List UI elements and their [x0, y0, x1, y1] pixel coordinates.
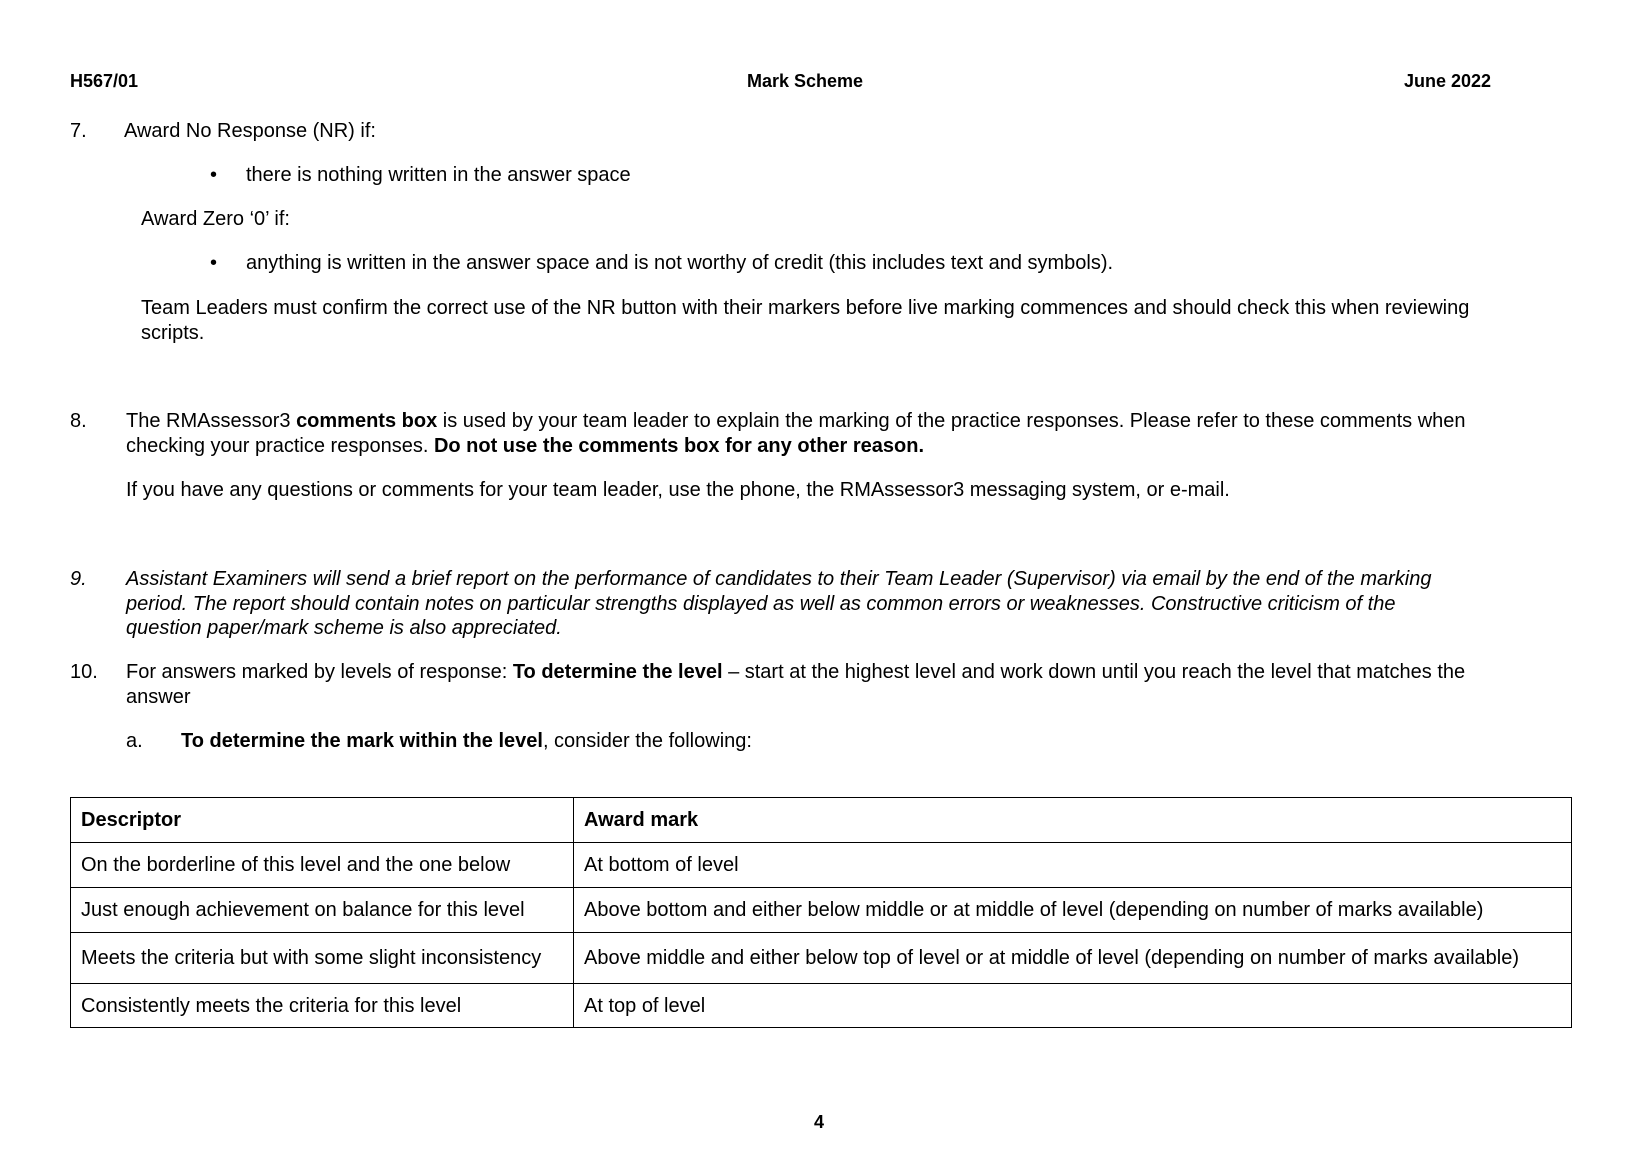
item-7-note-line-2: scripts.: [141, 322, 205, 344]
item-9-line-2: period. The report should contain notes on particular strengths displayed as well as common errors or weaknesses. Constructive criticism of the: [126, 593, 1396, 615]
table-cell: Just enough achievement on balance for this level: [71, 888, 574, 933]
item-7-number: 7.: [70, 120, 87, 142]
table-row: [71, 888, 1572, 933]
table-row: [71, 933, 1572, 984]
item-10-sub-text: To determine the mark within the level, consider the following:: [181, 730, 752, 752]
table-cell: Meets the criteria but with some slight inconsistency: [71, 933, 574, 984]
bullet-icon: •: [210, 252, 218, 274]
table-row: [71, 984, 1572, 1028]
item-10-number: 10.: [70, 661, 98, 683]
header-title: Mark Scheme: [746, 71, 864, 91]
item-8-line-1: The RMAssessor3 comments box is used by your team leader to explain the marking of the practice responses. Please refer to these comments when: [126, 410, 1466, 432]
header-date: June 2022: [1404, 71, 1492, 91]
item-7-bullet-1: there is nothing written in the answer space: [246, 164, 631, 186]
table-header-cell: Descriptor: [71, 798, 574, 843]
bullet-icon: •: [210, 164, 218, 186]
table-cell: On the borderline of this level and the one below: [71, 843, 574, 888]
item-10-sub-letter: a.: [126, 730, 143, 752]
item-8-paragraph-2: If you have any questions or comments for your team leader, use the phone, the RMAssessor3 messaging system, or e-mail.: [126, 479, 1230, 501]
item-10-line-2: answer: [126, 686, 191, 708]
item-7-note-line-1: Team Leaders must confirm the correct use of the NR button with their markers before live marking commences and should check this when reviewing: [141, 297, 1470, 319]
levels-table: [70, 797, 1572, 1028]
table-cell: At top of level: [574, 984, 1572, 1028]
page-number: 4: [813, 1112, 824, 1132]
item-9-line-3: question paper/mark scheme is also appreciated.: [126, 617, 562, 639]
item-8-number: 8.: [70, 410, 87, 432]
item-9-number: 9.: [70, 568, 87, 590]
item-10-line-1: For answers marked by levels of response: To determine the level – start at the highest level and work down until you reach the level that matches the: [126, 661, 1466, 683]
table-header-cell: Award mark: [574, 798, 1572, 843]
table-header-row: [71, 798, 1572, 843]
item-7-zero-intro: Award Zero ‘0’ if:: [141, 208, 290, 230]
item-7-bullet-2: anything is written in the answer space and is not worthy of credit (this includes text and symbols).: [246, 252, 1114, 274]
header-code: H567/01: [70, 71, 139, 91]
item-8-line-2: checking your practice responses. Do not use the comments box for any other reason.: [126, 435, 925, 457]
table-cell: Above bottom and either below middle or at middle of level (depending on number of marks available): [574, 888, 1572, 933]
table-cell: At bottom of level: [574, 843, 1572, 888]
item-7-intro: Award No Response (NR) if:: [124, 120, 376, 142]
table-cell: Consistently meets the criteria for this level: [71, 984, 574, 1028]
item-9-line-1: Assistant Examiners will send a brief report on the performance of candidates to their Team Leader (Supervisor) via email by the end of the marking: [126, 568, 1432, 590]
table-cell: Above middle and either below top of level or at middle of level (depending on number of marks available): [574, 933, 1572, 984]
table-row: [71, 843, 1572, 888]
